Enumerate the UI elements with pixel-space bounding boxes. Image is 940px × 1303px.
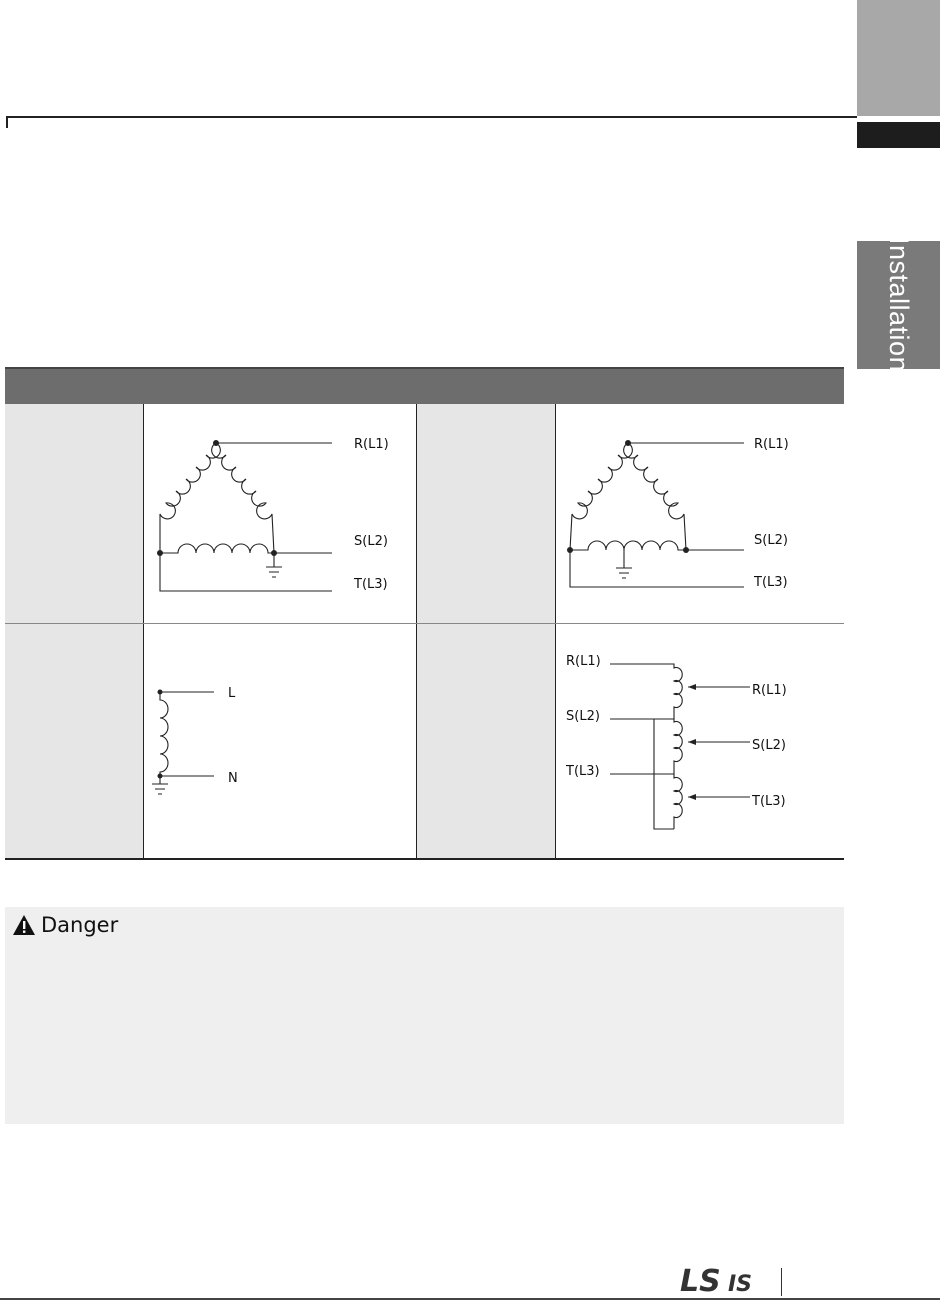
diagram-label: T(L3) xyxy=(754,575,788,590)
brand-logo xyxy=(680,1263,764,1297)
diagram-label: R(L1) xyxy=(354,437,389,452)
svg-text:LS: LS xyxy=(680,1264,721,1297)
row1-label-cell-right xyxy=(417,404,555,623)
chapter-tab-marker xyxy=(857,122,940,148)
row2-label-cell-right xyxy=(417,623,555,858)
diagram-label: N xyxy=(228,771,238,786)
diagram-label: S(L2) xyxy=(354,534,388,549)
table-header xyxy=(5,367,844,404)
diagram-label: T(L3) xyxy=(566,764,600,779)
warning-triangle-icon xyxy=(12,914,36,936)
diagram-label: S(L2) xyxy=(566,709,600,724)
diagram-label: R(L1) xyxy=(754,437,789,452)
danger-title: Danger xyxy=(41,913,119,937)
diagram-label: R(L1) xyxy=(752,683,787,698)
wiring-table xyxy=(5,367,844,860)
footer-divider xyxy=(781,1268,782,1296)
header-rule xyxy=(6,116,857,118)
diagram-label: T(L3) xyxy=(752,794,786,809)
footer-rule xyxy=(0,1298,940,1300)
danger-heading xyxy=(12,913,118,937)
transformer-connection-diagram xyxy=(556,624,844,858)
header-tick xyxy=(6,116,8,128)
delta-center-ground-diagram xyxy=(556,405,844,623)
diagram-label: S(L2) xyxy=(752,738,786,753)
table-bottom-rule xyxy=(5,858,844,860)
row1-label-cell-left xyxy=(5,404,143,623)
diagram-label: L xyxy=(228,686,236,701)
section-tab-installation[interactable] xyxy=(857,237,940,373)
section-tab-label: Installation xyxy=(884,237,914,373)
row2-label-cell-left xyxy=(5,623,143,858)
diagram-label: T(L3) xyxy=(354,577,388,592)
diagram-label: S(L2) xyxy=(754,533,788,548)
table-divider xyxy=(416,404,417,859)
svg-text:IS: IS xyxy=(728,1272,753,1297)
danger-box xyxy=(5,907,844,1124)
diagram-label: R(L1) xyxy=(566,654,601,669)
delta-corner-ground-diagram xyxy=(144,405,416,623)
single-phase-diagram xyxy=(144,624,416,858)
chapter-tab-top xyxy=(857,0,940,116)
